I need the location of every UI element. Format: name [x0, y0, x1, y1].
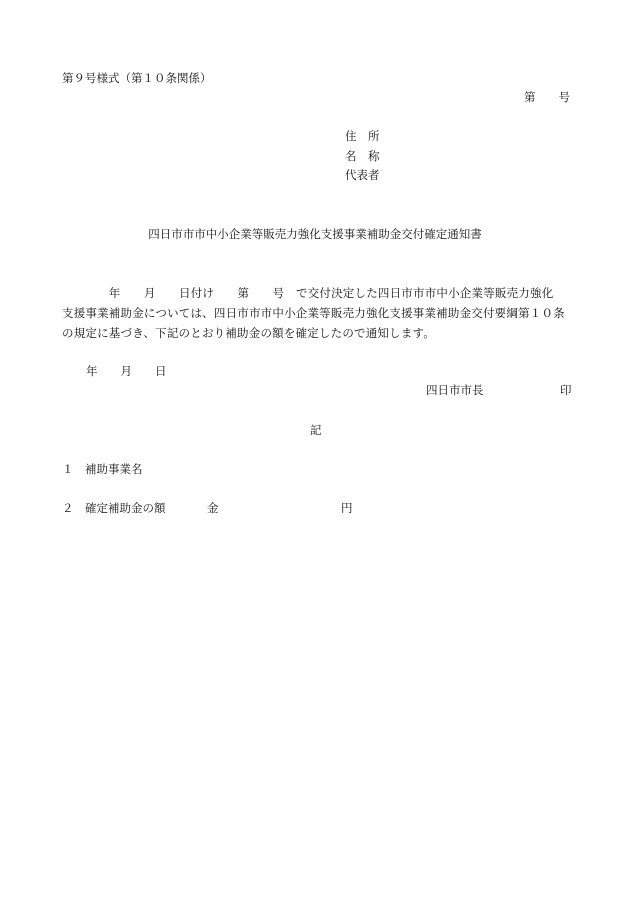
body-line: 支援事業補助金については、四日市市市中小企業等販売力強化支援事業補助金交付要綱第１０条	[62, 306, 565, 320]
item-grant-amount-label: ２ 確定補助金の額	[62, 501, 166, 515]
body-line: の規定に基づき、下記のとおり補助金の額を確定したので通知します。	[62, 326, 436, 340]
seal-mark: 印	[560, 383, 572, 397]
name-label: 名 称	[345, 149, 380, 163]
amount-suffix: 円	[341, 501, 353, 515]
address-label: 住 所	[345, 129, 380, 143]
issuer-name: 四日市市長	[426, 383, 484, 397]
date-line: 年 月 日	[86, 364, 167, 378]
document-title: 四日市市市中小企業等販売力強化支援事業補助金交付確定通知書	[148, 227, 482, 241]
amount-prefix: 金	[207, 501, 219, 515]
item-project-name: １ 補助事業名	[62, 462, 143, 476]
body-line: 年 月 日付け 第 号 で交付決定した四日市市市中小企業等販売力強化	[62, 286, 554, 300]
form-label: 第９号様式（第１０条関係）	[62, 71, 212, 85]
representative-label: 代表者	[345, 168, 380, 182]
document-number: 第 号	[524, 90, 570, 104]
body-paragraph	[62, 283, 574, 343]
ki-heading: 記	[310, 423, 322, 437]
